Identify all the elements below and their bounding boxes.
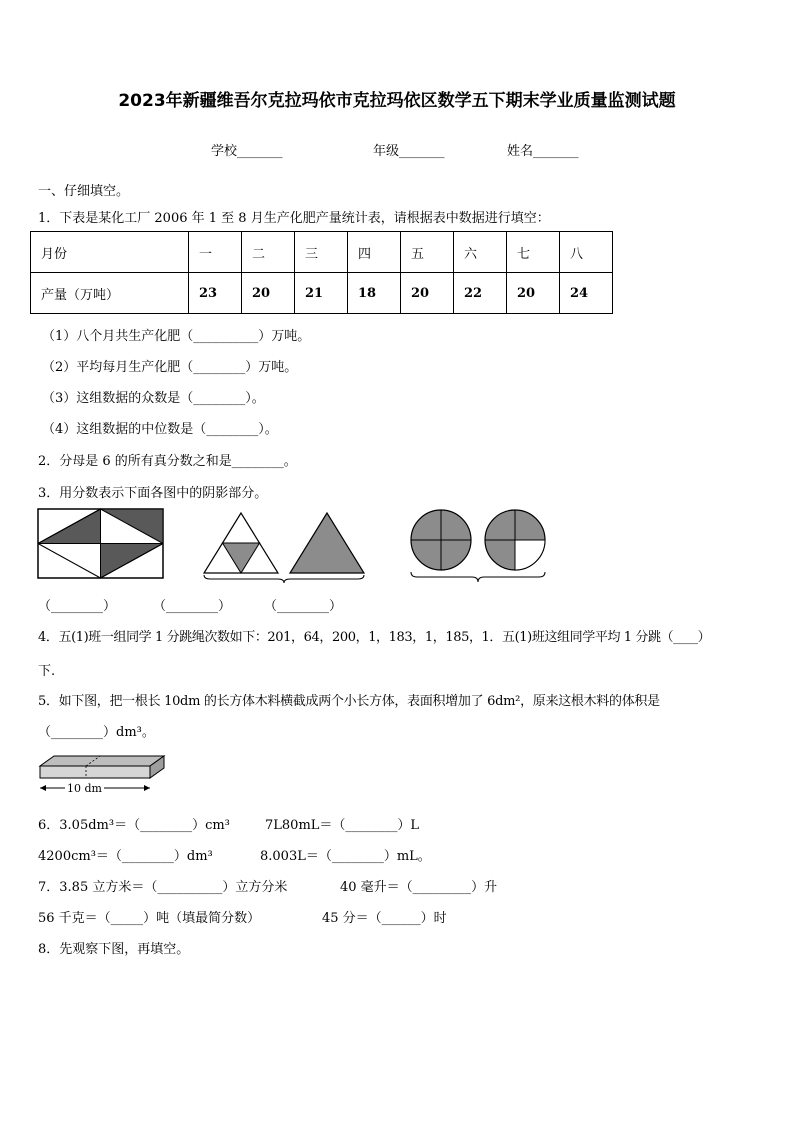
table-cell: 20 xyxy=(242,273,295,314)
table-cell: 二 xyxy=(242,232,295,273)
question-1-sub-1: （1）八个月共生产化肥（__________）万吨。 xyxy=(42,329,311,344)
figure-1-answer[interactable]: （________） xyxy=(38,599,117,614)
table-row xyxy=(31,273,613,314)
figure-2-answer[interactable]: （________） xyxy=(153,599,232,614)
question-8-text: 8．先观察下图，再填空。 xyxy=(38,942,190,957)
wood-length-label: 10 dm xyxy=(67,782,102,795)
table-header-cell: 月份 xyxy=(31,232,189,273)
section-heading: 一、仔细填空。 xyxy=(38,184,130,199)
grade-field[interactable]: 年级_______ xyxy=(373,144,445,159)
shaded-rectangle-figure xyxy=(36,507,166,581)
question-2-text: 2．分母是 6 的所有真分数之和是________。 xyxy=(38,454,297,469)
question-5-text: 5．如下图，把一根长 10dm 的长方体木料横截成两个小长方体，表面积增加了 6dm²，原来这根木料的体积是 xyxy=(38,694,660,709)
table-cell: 一 xyxy=(189,232,242,273)
table-row xyxy=(31,232,613,273)
table-cell: 三 xyxy=(295,232,348,273)
table-cell: 20 xyxy=(401,273,454,314)
question-1-sub-3: （3）这组数据的众数是（________）。 xyxy=(42,391,265,406)
question-1-sub-4: （4）这组数据的中位数是（________）。 xyxy=(42,422,278,437)
question-7d[interactable]: 45 分＝（______）时 xyxy=(322,911,447,926)
page-title: 2023年新疆维吾尔克拉玛依市克拉玛依区数学五下期末学业质量监测试题 xyxy=(118,91,676,111)
table-header-cell: 产量（万吨） xyxy=(31,273,189,314)
name-field[interactable]: 姓名_______ xyxy=(507,144,579,159)
table-cell: 五 xyxy=(401,232,454,273)
question-4-text-cont: 下. xyxy=(38,664,56,679)
question-1-text: 1．下表是某化工厂 2006 年 1 至 8 月生产化肥产量统计表，请根据表中数据进行填空： xyxy=(38,211,550,226)
table-cell: 20 xyxy=(507,273,560,314)
table-cell: 六 xyxy=(454,232,507,273)
table-cell: 四 xyxy=(348,232,401,273)
question-3-text: 3．用分数表示下面各图中的阴影部分。 xyxy=(38,486,268,501)
question-6a[interactable]: 6．3.05dm³＝（________）cm³ xyxy=(38,818,230,833)
table-cell: 22 xyxy=(454,273,507,314)
question-5-blank[interactable]: （________）dm³。 xyxy=(38,725,155,740)
table-cell: 八 xyxy=(560,232,613,273)
question-4-text: 4．五(1)班一组同学 1 分跳绳次数如下：201，64，200，1，183，1，185，1．五(1)班这组同学平均 1 分跳（____） xyxy=(38,630,711,645)
question-7c[interactable]: 56 千克＝（_____）吨（填最简分数） xyxy=(38,911,261,926)
table-cell: 七 xyxy=(507,232,560,273)
school-field[interactable]: 学校_______ xyxy=(211,144,283,159)
circles-figure xyxy=(407,506,551,584)
question-6b[interactable]: 7L80mL＝（________）L xyxy=(265,818,420,833)
table-cell: 18 xyxy=(348,273,401,314)
table-cell: 23 xyxy=(189,273,242,314)
question-6d[interactable]: 8.003L＝（________）mL。 xyxy=(260,849,431,864)
production-table xyxy=(30,231,613,314)
table-cell: 21 xyxy=(295,273,348,314)
question-7a[interactable]: 7．3.85 立方米＝（__________）立方分米 xyxy=(38,880,288,895)
table-cell: 24 xyxy=(560,273,613,314)
question-1-sub-2: （2）平均每月生产化肥（________）万吨。 xyxy=(42,360,298,375)
triangles-figure xyxy=(200,509,372,584)
figure-3-answer[interactable]: （________） xyxy=(264,599,343,614)
question-7b[interactable]: 40 毫升＝（_________）升 xyxy=(340,880,498,895)
question-6c[interactable]: 4200cm³＝（________）dm³ xyxy=(38,849,213,864)
